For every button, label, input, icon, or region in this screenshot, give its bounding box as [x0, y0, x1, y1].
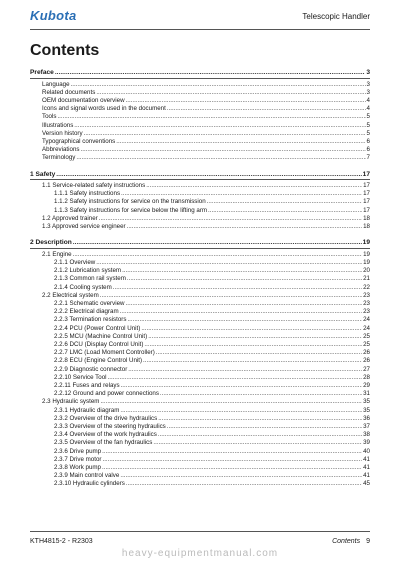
toc-chapter-entry[interactable] — [30, 170, 370, 181]
dot-leader — [74, 122, 365, 130]
page-header — [30, 8, 370, 28]
dot-leader — [96, 89, 365, 97]
toc-entry-page: 41 — [363, 464, 370, 472]
toc-entry[interactable] — [30, 325, 370, 333]
dot-leader — [81, 146, 366, 154]
toc-chapter-entry-label: 1 Safety — [30, 170, 56, 178]
toc-chapter-entry-label: 2 Description — [30, 239, 72, 247]
dot-leader — [127, 275, 362, 283]
dot-leader — [102, 456, 362, 464]
section-gap — [30, 163, 370, 170]
toc-entry[interactable] — [30, 472, 370, 480]
toc-entry-page: 23 — [363, 308, 370, 316]
dot-leader — [120, 472, 362, 480]
dot-leader — [121, 382, 363, 390]
toc-entry-label: 2.3.8 Work pump — [54, 464, 102, 472]
toc-entry[interactable] — [30, 333, 370, 341]
toc-section — [30, 68, 370, 163]
footer-page-number: 9 — [366, 538, 370, 545]
toc-entry-page: 4 — [366, 105, 370, 113]
toc-entry-page: 28 — [363, 373, 370, 381]
toc-entry[interactable] — [30, 374, 370, 382]
dot-leader — [127, 223, 363, 231]
dot-leader — [100, 292, 362, 300]
toc-chapter-entry-page: 19 — [362, 239, 370, 247]
toc-entry-label: OEM documentation overview — [42, 96, 125, 104]
toc-entry-page: 23 — [363, 291, 370, 299]
toc-entry-page: 17 — [363, 190, 370, 198]
dot-leader — [96, 259, 362, 267]
toc-entry-page: 5 — [366, 113, 370, 121]
dot-leader — [148, 333, 362, 341]
toc-entry-label: 2.3.9 Main control valve — [54, 472, 120, 480]
toc-entry[interactable] — [30, 89, 370, 97]
footer-divider — [30, 531, 370, 532]
toc-entry[interactable] — [30, 154, 370, 162]
dot-leader — [73, 238, 362, 247]
toc-entry-label: Terminology — [42, 154, 76, 162]
toc-section — [30, 170, 370, 232]
toc-entry[interactable] — [30, 341, 370, 349]
dot-leader — [55, 68, 365, 77]
toc-entry-label: 2.3.5 Overview of the fan hydraulics — [54, 439, 153, 447]
document-title: Telescopic Handler — [302, 12, 370, 21]
watermark: heavy-equipmentmanual.com — [121, 548, 279, 559]
toc-entry-label: 2.1.4 Cooling system — [54, 283, 112, 291]
dot-leader — [120, 407, 362, 415]
toc-entry-page: 45 — [363, 480, 370, 488]
section-gap — [30, 231, 370, 238]
toc-entry-label: 1.3 Approved service engineer — [42, 223, 126, 231]
dot-leader — [208, 207, 362, 215]
dot-leader — [121, 190, 362, 198]
dot-leader — [144, 341, 362, 349]
toc-entry[interactable] — [30, 415, 370, 423]
toc-entry-page: 6 — [366, 137, 370, 145]
dot-leader — [56, 170, 361, 179]
toc-entry-label: 2.2.4 PCU (Power Control Unit) — [54, 324, 141, 332]
toc-entry-page: 19 — [363, 258, 370, 266]
toc-entry-page: 24 — [363, 324, 370, 332]
kubota-logo: Kubota — [30, 8, 77, 23]
dot-leader — [158, 415, 362, 423]
toc-entry-page: 17 — [363, 198, 370, 206]
toc-entry[interactable] — [30, 215, 370, 223]
toc-entry-page: 24 — [363, 316, 370, 324]
toc-entry[interactable] — [30, 105, 370, 113]
toc-entry-page: 25 — [363, 332, 370, 340]
dot-leader — [102, 448, 362, 456]
toc-entry-page: 18 — [363, 223, 370, 231]
toc-entry-label: Related documents — [42, 88, 96, 96]
toc-entry[interactable] — [30, 198, 370, 206]
toc-entry[interactable] — [30, 251, 370, 259]
page-title: Contents — [30, 42, 100, 59]
toc-entry-page: 26 — [363, 357, 370, 365]
dot-leader — [102, 464, 362, 472]
toc-entry[interactable] — [30, 267, 370, 275]
toc-entry-label: 1.2 Approved trainer — [42, 214, 98, 222]
toc-entry-label: 2.1.3 Common rail system — [54, 275, 126, 283]
dot-leader — [122, 267, 362, 275]
toc-entry-page: 6 — [366, 146, 370, 154]
toc-entry-page: 35 — [363, 398, 370, 406]
toc-entry[interactable] — [30, 259, 370, 267]
toc-entry[interactable] — [30, 480, 370, 488]
toc-entry-label: 2.3.7 Drive motor — [54, 455, 102, 463]
toc-entry-label: 2.2.1 Schematic overview — [54, 299, 125, 307]
toc-entry[interactable] — [30, 292, 370, 300]
toc-entry-page: 21 — [363, 275, 370, 283]
toc-chapter-entry[interactable] — [30, 238, 370, 249]
toc-entry-page: 3 — [366, 80, 370, 88]
toc-entry-page: 37 — [363, 423, 370, 431]
dot-leader — [153, 439, 362, 447]
toc-entry-page: 5 — [366, 121, 370, 129]
toc-entry-page: 4 — [366, 96, 370, 104]
toc-entry-label: 2.3.10 Hydraulic cylinders — [54, 480, 125, 488]
toc-entry-label: 2.3.2 Overview of the drive hydraulics — [54, 414, 158, 422]
toc-entry[interactable] — [30, 366, 370, 374]
toc-entry-label: 2.1.2 Lubrication system — [54, 267, 122, 275]
toc-entry[interactable] — [30, 308, 370, 316]
toc-entry-label: 2.3 Hydraulic system — [42, 398, 100, 406]
toc-entry-label: 2.2.3 Termination resistors — [54, 316, 127, 324]
dot-leader — [120, 308, 362, 316]
toc-entry-label: Version history — [42, 129, 83, 137]
dot-leader — [113, 284, 362, 292]
toc-entry-page: 19 — [363, 250, 370, 258]
dot-leader — [73, 251, 363, 259]
table-of-contents — [30, 68, 370, 489]
toc-entry-label: 2.1.1 Overview — [54, 258, 96, 266]
header-divider — [30, 29, 370, 30]
dot-leader — [141, 325, 362, 333]
toc-entry[interactable] — [30, 423, 370, 431]
dot-leader — [71, 81, 366, 89]
dot-leader — [167, 423, 362, 431]
toc-entry-label: 2.3.3 Overview of the steering hydraulics — [54, 423, 166, 431]
toc-entry[interactable] — [30, 97, 370, 105]
toc-entry-label: 2.2.6 DCU (Display Control Unit) — [54, 340, 144, 348]
dot-leader — [99, 215, 362, 223]
toc-entry-page: 39 — [363, 439, 370, 447]
toc-entry[interactable] — [30, 357, 370, 365]
toc-entry[interactable] — [30, 464, 370, 472]
toc-section — [30, 238, 370, 488]
toc-entry-page: 3 — [366, 88, 370, 96]
toc-entry-label: Language — [42, 80, 70, 88]
toc-entry-page: 41 — [363, 472, 370, 480]
dot-leader — [76, 154, 365, 162]
toc-entry[interactable] — [30, 390, 370, 398]
toc-entry[interactable] — [30, 407, 370, 415]
toc-entry-label: 2.2.9 Diagnostic connector — [54, 365, 128, 373]
toc-entry-label: 1.1 Service-related safety instructions — [42, 182, 146, 190]
toc-entry-page: 40 — [363, 447, 370, 455]
toc-entry-page: 29 — [363, 382, 370, 389]
toc-entry-label: 2.2.5 MCU (Machine Control Unit) — [54, 332, 148, 340]
dot-leader — [167, 105, 366, 113]
toc-entry[interactable] — [30, 81, 370, 89]
dot-leader — [84, 130, 366, 138]
toc-entry-label: 2.3.1 Hydraulic diagram — [54, 406, 120, 414]
toc-entry[interactable] — [30, 284, 370, 292]
footer-chapter: Contents — [332, 538, 361, 545]
toc-entry-page: 7 — [366, 154, 370, 162]
dot-leader — [143, 357, 362, 365]
toc-entry-label: Abbreviations — [42, 146, 80, 154]
dot-leader — [160, 390, 362, 398]
toc-entry-label: 2.2.12 Ground and power connections — [54, 390, 159, 398]
toc-chapter-entry-label: Preface — [30, 69, 54, 76]
toc-entry[interactable] — [30, 138, 370, 146]
toc-entry-label: 1.1.1 Safety instructions — [54, 190, 121, 198]
toc-entry-page: 17 — [363, 182, 370, 190]
toc-entry-page: 38 — [363, 431, 370, 439]
toc-entry-label: Illustrations — [42, 121, 74, 129]
toc-entry[interactable] — [30, 182, 370, 190]
toc-entry[interactable] — [30, 448, 370, 456]
toc-entry[interactable] — [30, 382, 370, 390]
toc-entry-page: 31 — [363, 390, 370, 398]
toc-chapter-entry-page: 3 — [366, 69, 370, 76]
toc-entry-label: 2.3.4 Overview of the work hydraulics — [54, 431, 157, 439]
toc-entry-page: 20 — [363, 267, 370, 275]
dot-leader — [128, 366, 362, 374]
toc-entry[interactable] — [30, 439, 370, 447]
toc-entry-page: 22 — [363, 283, 370, 291]
toc-entry[interactable] — [30, 190, 370, 198]
toc-entry-page: 26 — [363, 349, 370, 357]
toc-entry-page: 5 — [366, 129, 370, 137]
toc-entry[interactable] — [30, 431, 370, 439]
toc-entry-label: 1.1.2 Safety instructions for service on the transmission — [54, 198, 206, 206]
toc-entry-page: 25 — [363, 340, 370, 348]
toc-entry-page: 17 — [363, 206, 370, 214]
toc-entry[interactable] — [30, 223, 370, 231]
toc-entry-label: 2.3.6 Drive pump — [54, 447, 102, 455]
toc-entry-label: 2.2.11 Fuses and relays — [54, 382, 120, 389]
toc-chapter-entry-page: 17 — [362, 170, 370, 178]
dot-leader — [126, 480, 362, 488]
toc-entry-label: 2.2 Electrical system — [42, 291, 99, 299]
dot-leader — [126, 97, 366, 105]
toc-entry-page: 27 — [363, 365, 370, 373]
toc-entry[interactable] — [30, 275, 370, 283]
dot-leader — [156, 349, 362, 357]
toc-entry-label: 2.2.7 LMC (Load Moment Controller) — [54, 349, 155, 357]
toc-entry[interactable] — [30, 349, 370, 357]
toc-entry[interactable] — [30, 398, 370, 406]
document-code: KTH4815-2 - R2303 — [30, 538, 93, 545]
dot-leader — [116, 138, 365, 146]
toc-entry[interactable] — [30, 300, 370, 308]
toc-entry-label: 2.1 Engine — [42, 250, 72, 258]
toc-entry[interactable] — [30, 146, 370, 154]
toc-entry-page: 23 — [363, 299, 370, 307]
toc-chapter-entry[interactable] — [30, 68, 370, 79]
toc-entry-page: 41 — [363, 455, 370, 463]
dot-leader — [127, 316, 362, 324]
toc-entry-label: 2.2.2 Electrical diagram — [54, 308, 119, 316]
dot-leader — [158, 431, 362, 439]
toc-entry-label: Tools — [42, 113, 57, 121]
toc-entry-label: Icons and signal words used in the document — [42, 105, 166, 113]
dot-leader — [207, 198, 362, 206]
footer-page-info — [332, 538, 370, 545]
dot-leader — [146, 182, 362, 190]
dot-leader — [108, 374, 363, 382]
toc-entry[interactable] — [30, 122, 370, 130]
toc-entry-page: 36 — [363, 414, 370, 422]
toc-entry[interactable] — [30, 456, 370, 464]
toc-entry-label: 2.2.8 ECU (Engine Control Unit) — [54, 357, 143, 365]
toc-entry-label: Typographical conventions — [42, 137, 116, 145]
toc-entry-page: 18 — [363, 214, 370, 222]
toc-entry[interactable] — [30, 130, 370, 138]
toc-entry[interactable] — [30, 207, 370, 215]
dot-leader — [57, 113, 365, 121]
toc-entry-label: 2.2.10 Service Tool — [54, 373, 107, 381]
toc-entry[interactable] — [30, 113, 370, 121]
dot-leader — [100, 398, 362, 406]
dot-leader — [126, 300, 363, 308]
toc-entry[interactable] — [30, 316, 370, 324]
toc-entry-page: 35 — [363, 406, 370, 414]
toc-entry-label: 1.1.3 Safety instructions for service below the lifting arm — [54, 206, 208, 214]
